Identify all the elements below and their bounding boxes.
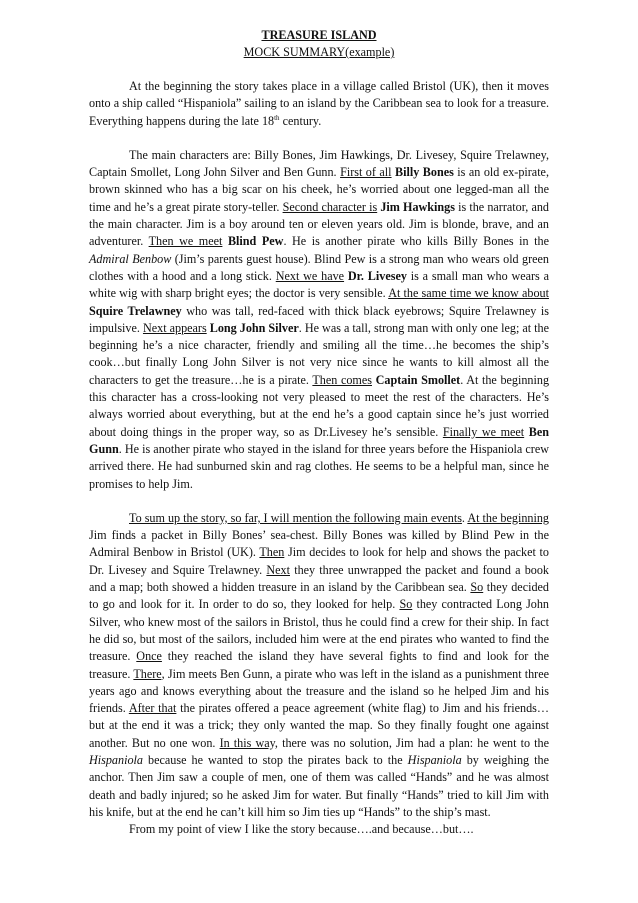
events-paragraph: To sum up the story, so far, I will mention the following main events. At the beginning Jim finds a packet in Billy Bones’ sea-chest. Billy Bones was killed by Blind Pew in the Admiral Benbow in Bristol (UK). Then Jim decides to look for help and shows the packet to Dr. Livesey and Squire Trelawney. Next they three unwrapped the packet and found a book and a map; both showed a hidden treasure in an island by the Caribbean sea. So they decided to go and look for it. In order to do so, they looked for help. So they contracted Long John Silver, who knew most of the sailors in Bristol, thus he could find a crew for their ship. In fact he did so, but most of the sailors, included him were at the end pirates who wanted to find the treasure. Once they reached the island they have several fights to find and look for the treasure. There, Jim meets Ben Gunn, a pirate who was left in the island as a punishment three years ago and knows everything about the treasure and the island so he helped Jim and his friends. After that the pirates offered a peace agreement (white flag) to Jim and his friends…but at the end it was a trick; they only wanted the map. So they finally fought one against another. But no one won. In this way, there was no solution, Jim had a plan: he went to the Hispaniola because he wanted to stop the pirates back to the Hispaniola by weighing the anchor. Then Jim saw a couple of men, one of them was called “Hands” and he was almost death and badly injured; so he asked Jim for water. But finally “Hands” tried to kill Jim with his knife, but at the end he can’t kill him so Jim ties up “Hands” to the ship’s mast.	[89, 510, 550, 819]
superscript-th: th	[274, 113, 280, 122]
characters-paragraph: The main characters are: Billy Bones, Jim Hawkings, Dr. Livesey, Squire Trelawney, Captain Smollet, Long John Silver and Ben Gunn. First of all Billy Bones is an old ex-pirate, brown skinned who has a big scar on his cheek, he’s worried about one legged-man all the time and he’s a great pirate story-teller. Second character is Jim Hawkings is the narrator, and the main character. Jim is a boy around ten or eleven years old. Jim is blonde, brave, and an adventurer. Then we meet Blind Pew. He is another pirate who kills Billy Bones in the Admiral Benbow (Jim’s parents guest house). Blind Pew is a strong man who wears old green clothes with a hood and a long stick. Next we have Dr. Livesey is a small man who wears a white wig with sharp bright eyes; the doctor is very sensible. At the same time we know about Squire Trelawney who was tall, red-faced with thick black eyebrows; Squire Trelawney is impulsive. Next appears Long John Silver. He was a tall, strong man with only one leg; at the beginning he’s a nice character, friendly and smiling all the time…he becomes the ship’s cook…but finally Long John Silver is not very nice since he wants to kill almost all the characters to get the treasure…he is a pirate. Then comes Captain Smollet. At the beginning this character has a cross-looking not very pleased to meet the rest of the characters. He’s always worried about everything, but at the end he’s a good captain since he’s just worried about doing things in the proper way, so as Dr.Livesey he’s sensible. Finally we meet Ben Gunn. He is another pirate who stayed in the island for three years before the Hispaniola crew arrived there. He had sunburned skin and rag clothes. He seems to be a helpful man, since he promises to help Jim.	[89, 147, 550, 491]
document-subtitle: MOCK SUMMARY(example)	[243, 45, 395, 59]
closing-paragraph: From my point of view I like the story because….and because…but….	[129, 822, 474, 837]
document-title: TREASURE ISLAND	[261, 28, 377, 42]
intro-paragraph: At the beginning the story takes place in a village called Bristol (UK), then it moves onto a ship called “Hispaniola” sailing to an island by the Caribbean sea to look for a treasure. Everything happens during the late 18th century.	[89, 79, 549, 128]
